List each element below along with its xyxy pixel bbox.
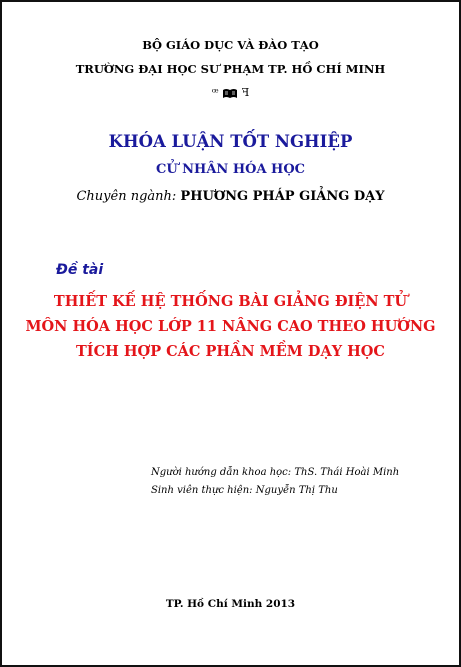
flourish-left: ꟹ <box>211 86 219 99</box>
topic-line-3: TÍCH HỢP CÁC PHẦN MỀM DẠY HỌC <box>76 343 385 360</box>
thesis-type: KHÓA LUẬN TỐT NGHIỆP <box>108 132 353 151</box>
advisor-label: Người hướng dẫn khoa học: <box>151 467 292 478</box>
flourish-right: ꟻ <box>241 86 250 99</box>
advisor-line <box>151 467 399 478</box>
ministry-name: BỘ GIÁO DỤC VÀ ĐÀO TẠO <box>142 38 319 52</box>
student-label: Sinh viên thực hiện: <box>151 485 253 496</box>
open-book-icon <box>222 86 242 99</box>
university-name: TRƯỜNG ĐẠI HỌC SƯ PHẠM TP. HỒ CHÍ MINH <box>75 62 386 76</box>
degree-name: CỬ NHÂN HÓA HỌC <box>155 162 306 177</box>
topic-line-1: THIẾT KẾ HỆ THỐNG BÀI GIẢNG ĐIỆN TỬ <box>53 293 408 310</box>
topic-label: Đề tài <box>56 262 104 278</box>
student-name: Nguyễn Thị Thu <box>255 485 338 496</box>
ornament <box>0 86 461 99</box>
advisor-name: ThS. Thái Hoài Minh <box>294 467 400 478</box>
major-line <box>0 189 461 204</box>
student-line <box>151 485 338 496</box>
topic-line-2: MÔN HÓA HỌC LỚP 11 NÂNG CAO THEO HƯỚNG <box>25 318 436 335</box>
place-year: TP. Hồ Chí Minh 2013 <box>165 598 296 610</box>
major-label: Chuyên ngành: <box>76 189 177 204</box>
major-value: PHƯƠNG PHÁP GIẢNG DẠY <box>180 189 385 204</box>
